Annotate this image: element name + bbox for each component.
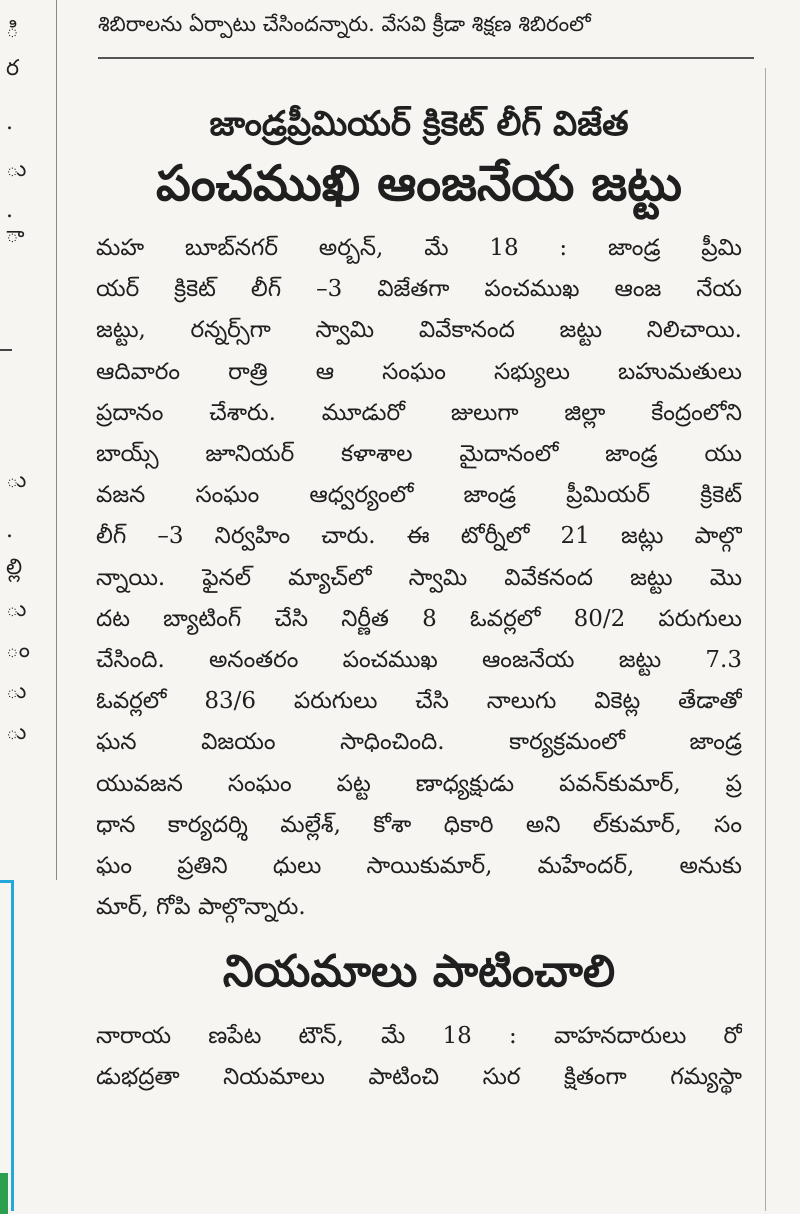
left-fragment-char: ు (6, 679, 27, 704)
left-boxed-advertisement (0, 880, 14, 1211)
body-line: ధాన కార్యదర్శి మల్లేశ్, కోశా ధికారి అని ల్‌కుమార్, సం (96, 811, 742, 838)
top-column-rule (98, 57, 754, 59)
body-line: చేసింది. అనంతరం పంచముఖ ఆంజనేయ జట్టు 7.3 (96, 647, 742, 674)
left-box-green-strip (0, 1173, 8, 1214)
left-fragment-char: . (6, 518, 13, 543)
body-line: ప్రదానం చేశారు. మూడురో జులుగా జిల్లా కేంద్రంలోని (96, 399, 742, 426)
left-fragment-char: ల్లి (6, 555, 23, 580)
left-fragment-char: ు (6, 157, 27, 182)
right-column-divider (765, 68, 766, 1211)
left-column-fragment (0, 0, 58, 880)
left-column-divider (56, 0, 57, 880)
body-line: ఘం ప్రతిని ధులు సాయికుమార్, మహేందర్, అనుకు (96, 853, 742, 880)
body-line: ఘన విజయం సాధించింది. కార్యక్రమంలో జాండ్ర (96, 729, 742, 756)
left-fragment-char: ి (6, 18, 19, 43)
body-line: జట్టు, రన్నర్స్‌గా స్వామి వివేకానంద జట్టు నిలిచాయి. (96, 317, 742, 344)
article-cricket-league (96, 90, 742, 1098)
body-line: వజన సంఘం ఆధ్వర్యంలో జాండ్ర ప్రీమియర్ క్రికెట్ (96, 482, 742, 509)
body-line: మార్, గోపి పాల్గొన్నారు. (96, 894, 306, 921)
left-fragment-char: ు (6, 597, 27, 622)
second-article-body (96, 1016, 742, 1098)
article-subhead: జాండ్రప్రీమియర్ క్రికెట్ లీగ్ విజేత (209, 104, 629, 144)
body-line: లీగ్ –3 నిర్వహిం చారు. ఈ టోర్నీలో 21 జట్లు పాల్గొ (96, 523, 742, 550)
body-line: యువజన సంఘం పట్ట ణాధ్యక్షుడు పవన్‌కుమార్, ప్ర (96, 770, 742, 797)
left-fragment-char: ం (6, 638, 30, 663)
body-line: నారాయ ణపేట టౌన్, మే 18 : వాహనదారులు రో (96, 1023, 742, 1050)
left-fragment-char: ు (6, 468, 27, 493)
body-line: డుభద్రతా నియమాలు పాటించి సుర క్షితంగా గమ్యస్థా (96, 1064, 742, 1091)
article-headline: పంచముఖి ఆంజనేయ జట్టు (155, 154, 683, 212)
left-fragment-char: . (6, 198, 13, 223)
second-article-headline: నియమాలు పాటించాలి (222, 946, 616, 998)
body-line: ఓవర్లలో 83/6 పరుగులు చేసి నాలుగు వికెట్ల తేడాతో (96, 688, 742, 715)
left-column-rule (0, 349, 12, 351)
body-line: దట బ్యాటింగ్ చేసి నిర్ణీత 8 ఓవర్లలో 80/2 పరుగులు (96, 605, 742, 632)
left-fragment-char: ు (6, 720, 27, 745)
left-fragment-char: ా (6, 223, 25, 248)
body-line: న్నాయి. ఫైనల్ మ్యాచ్‌లో స్వామి వివేకనంద జట్టు మొ (96, 564, 742, 591)
left-fragment-char: . (6, 110, 13, 135)
left-fragment-char: ర (6, 56, 20, 81)
previous-article-tail-line: శిబిరాలను ఏర్పాటు చేసిందన్నారు. వేసవి క్రీడా శిక్షణ శిబిరంలో (98, 12, 591, 36)
body-line: యర్ క్రికెట్ లీగ్ –3 విజేతగా పంచముఖ ఆంజ నేయ (96, 276, 742, 303)
body-line: ఆదివారం రాత్రి ఆ సంఘం సభ్యులు బహుమతులు (96, 358, 742, 385)
body-line: బాయ్స్ జూనియర్ కళాశాల మైదానంలో జాండ్ర యు (96, 441, 742, 468)
body-line: మహ బూబ్‌నగర్ అర్బన్, మే 18 : జాండ్ర ప్రీమి (96, 235, 742, 261)
article-body (96, 228, 742, 928)
